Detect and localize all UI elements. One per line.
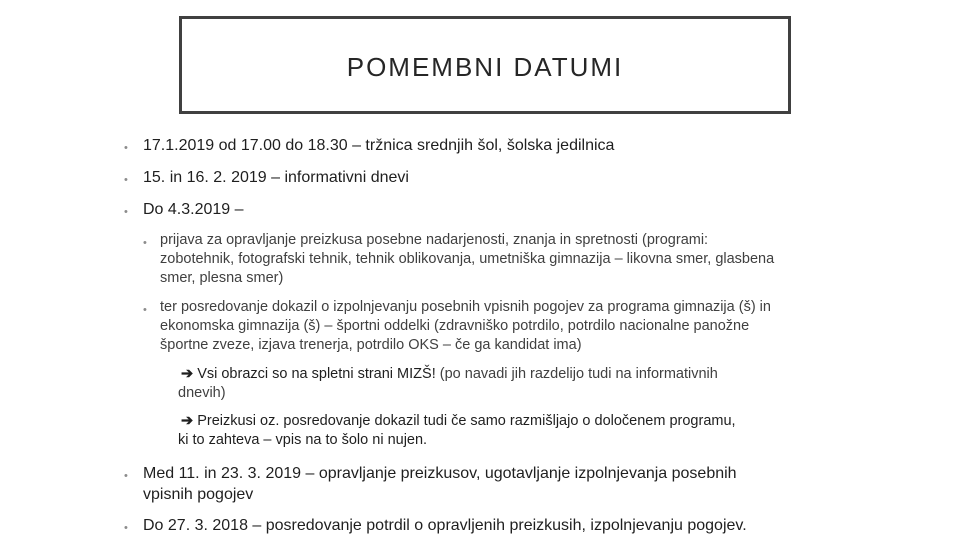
arrow-note-bold: Vsi obrazci so na spletni strani MIZŠ! — [197, 366, 436, 382]
bullet-text: 15. in 16. 2. 2019 – informativni dnevi — [143, 169, 409, 186]
title-box — [179, 16, 791, 114]
sub-bullet-text: smer, plesna smer) — [160, 270, 284, 286]
arrow-note-line: ki to zahteva – vpis na to šolo ni nujen. — [178, 432, 428, 448]
arrow-right-icon: ➔ — [181, 413, 194, 429]
bullet-text: Do 4.3.2019 – — [143, 201, 244, 218]
bullet-marker: • — [124, 174, 128, 186]
bullet-marker: • — [124, 470, 128, 482]
bullet-marker: • — [124, 142, 128, 154]
bullet-text: Do 27. 3. 2018 – posredovanje potrdil o opravljenih preizkusih, izpolnjevanju pogojev. — [143, 517, 747, 534]
bullet-text: Med 11. in 23. 3. 2019 – opravljanje preizkusov, ugotavljanje izpolnjevanja posebnih — [143, 465, 737, 482]
arrow-note-text: Preizkusi oz. posredovanje dokazil tudi če samo razmišljajo o določenem programu, — [197, 413, 736, 429]
arrow-note — [181, 366, 718, 382]
sub-bullet-marker: • — [143, 237, 147, 249]
bullet-text: 17.1.2019 od 17.00 do 18.30 – tržnica srednjih šol, šolska jedilnica — [143, 137, 615, 154]
sub-bullet-text: prijava za opravljanje preizkusa posebne nadarjenosti, znanja in spretnosti (programi: — [160, 232, 709, 248]
bullet-marker: • — [124, 206, 128, 218]
sub-bullet-text: športne zveze, izjava trenerja, potrdilo OKS – če ga kandidat ima) — [160, 337, 582, 353]
sub-bullet-text: zobotehnik, fotografski tehnik, tehnik oblikovanja, umetniška gimnazija – likovna smer, glasbena — [160, 251, 775, 267]
slide-title: POMEMBNI DATUMI — [346, 51, 624, 82]
arrow-right-icon: ➔ — [181, 366, 194, 382]
bullet-marker: • — [124, 522, 128, 534]
bullet-text: vpisnih pogojev — [143, 486, 254, 503]
arrow-note-line: dnevih) — [178, 385, 226, 401]
sub-bullet-text: ter posredovanje dokazil o izpolnjevanju posebnih vpisnih pogojev za programa gimnazija (š) in — [160, 299, 771, 315]
sub-bullet-marker: • — [143, 304, 147, 316]
arrow-note-rest: (po navadi jih razdelijo tudi na informativnih — [435, 366, 718, 382]
sub-bullet-text: ekonomska gimnazija (š) – športni oddelki (zdravniško potrdilo, potrdilo nacionalne panožne — [160, 318, 750, 334]
arrow-note — [181, 413, 736, 429]
